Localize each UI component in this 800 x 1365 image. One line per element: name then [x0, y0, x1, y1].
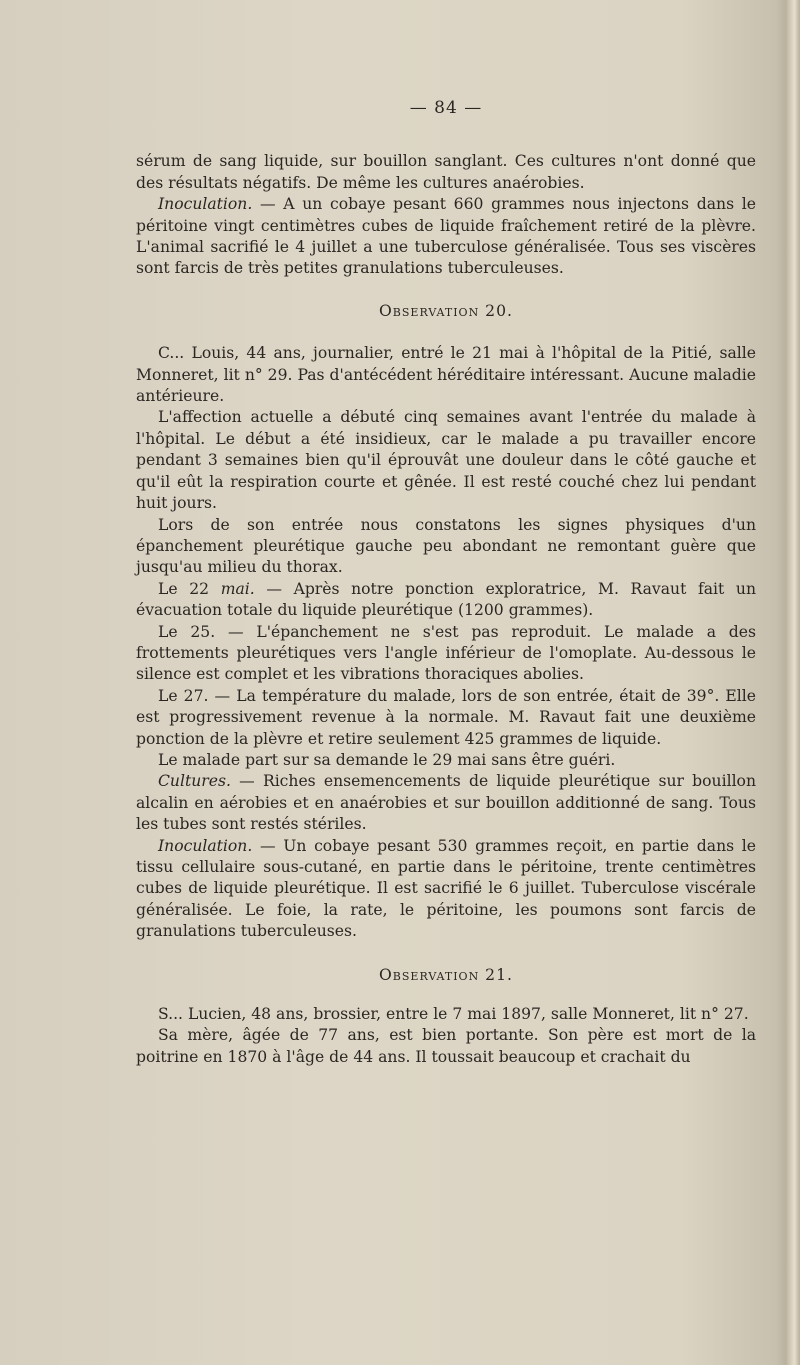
page-content: [136, 98, 756, 1068]
paragraph: [136, 579, 756, 622]
paragraph-text: L'affection actuelle a débuté cinq semaines avant l'entrée du malade à l'hôpital. Le début a été insidieux, car le malade a pu travailler encore pendant 3 semaines bien qu'il éprouvât une douleur dans le côté gauche et qu'il eût la respiration courte et gênée. Il est resté couché chez lui pendant huit jours.: [136, 408, 756, 513]
paragraph: [136, 771, 756, 835]
paragraph: [136, 343, 756, 407]
paragraph-prefix: Le 22: [158, 579, 221, 598]
page-edge: [786, 0, 800, 1365]
paragraph: [136, 1004, 756, 1025]
paragraph-text: sérum de sang liquide, sur bouillon sanglant. Ces cultures n'ont donné que des résultats négatifs. De même les cultures anaérobies.: [136, 152, 756, 192]
observation-20-body: [136, 343, 756, 942]
paragraph-text: S... Lucien, 48 ans, brossier, entre le 7 mai 1897, salle Monneret, lit n° 27.: [158, 1005, 749, 1024]
paragraph-text: — A un cobaye pesant 660 grammes nous injectons dans le péritoine vingt centimètres cubes de liquide fraîchement retiré de la plèvre. L'animal sacrifié le 4 juillet a une tuberculose généralisée. Tous ses viscères sont farcis de très petites granulations tuberculeuses.: [136, 195, 756, 278]
paragraph: [136, 151, 756, 194]
text-block-top: [136, 151, 756, 279]
paragraph: [136, 686, 756, 750]
paragraph-lead: Cultures.: [158, 772, 231, 791]
paragraph: [136, 194, 756, 280]
paragraph: [136, 407, 756, 514]
paragraph-lead: Inoculation.: [158, 836, 253, 855]
paragraph: [136, 1025, 756, 1068]
paragraph-lead: Inoculation.: [158, 195, 253, 214]
paragraph: [136, 515, 756, 579]
paragraph-text: Le malade part sur sa demande le 29 mai sans être guéri.: [158, 750, 616, 769]
paragraph-text: Lors de son entrée nous constatons les signes physiques d'un épanchement pleurétique gauche peu abondant ne remontant guère que jusqu'au milieu du thorax.: [136, 515, 756, 577]
observation-21-heading: Observation 21.: [379, 965, 513, 984]
paragraph-text: — Après notre ponction exploratrice, M. Ravaut fait un évacuation totale du liquide pleurétique (1200 grammes).: [136, 579, 756, 620]
observation-21-body: [136, 1004, 756, 1068]
paragraph-text: Sa mère, âgée de 77 ans, est bien portante. Son père est mort de la poitrine en 1870 à l'âge de 44 ans. Il toussait beaucoup et crachait du: [136, 1026, 756, 1066]
paragraph-text: Le 25. — L'épanchement ne s'est pas reproduit. Le malade a des frottements pleurétiques vers l'angle inférieur de l'omoplate. Au-dessous le silence est complet et les vibrations thoraciques abolies.: [136, 622, 756, 684]
paragraph: [136, 750, 756, 771]
page-number: — 84 —: [409, 98, 483, 118]
paragraph-text: C... Louis, 44 ans, journalier, entré le 21 mai à l'hôpital de la Pitié, salle Monneret, lit n° 29. Pas d'antécédent héréditaire intéressant. Aucune maladie antérieure.: [136, 344, 756, 406]
observation-20-heading: Observation 20.: [379, 301, 513, 320]
paragraph-text: — Un cobaye pesant 530 grammes reçoit, en partie dans le tissu cellulaire sous-cutané, en partie dans le péritoine, trente centimètres cubes de liquide pleurétique. Il est sacrifié le 6 juillet. Tuberculose viscérale généralisée. Le foie, la rate, le péritoine, les poumons sont farcis de granulations tuberculeuses.: [136, 836, 756, 941]
paragraph-text: Le 27. — La température du malade, lors de son entrée, était de 39°. Elle est progressivement revenue à la normale. M. Ravaut fait une deuxième ponction de la plèvre et retire seulement 425 grammes de liquide.: [136, 686, 756, 748]
paragraph-text: — Riches ensemencements de liquide pleurétique sur bouillon alcalin en aérobies et en anaérobies et sur bouillon additionné de sang. Tous les tubes sont restés stériles.: [136, 772, 756, 834]
paragraph: [136, 836, 756, 943]
paragraph-lead: mai.: [220, 579, 255, 598]
paragraph: [136, 622, 756, 686]
